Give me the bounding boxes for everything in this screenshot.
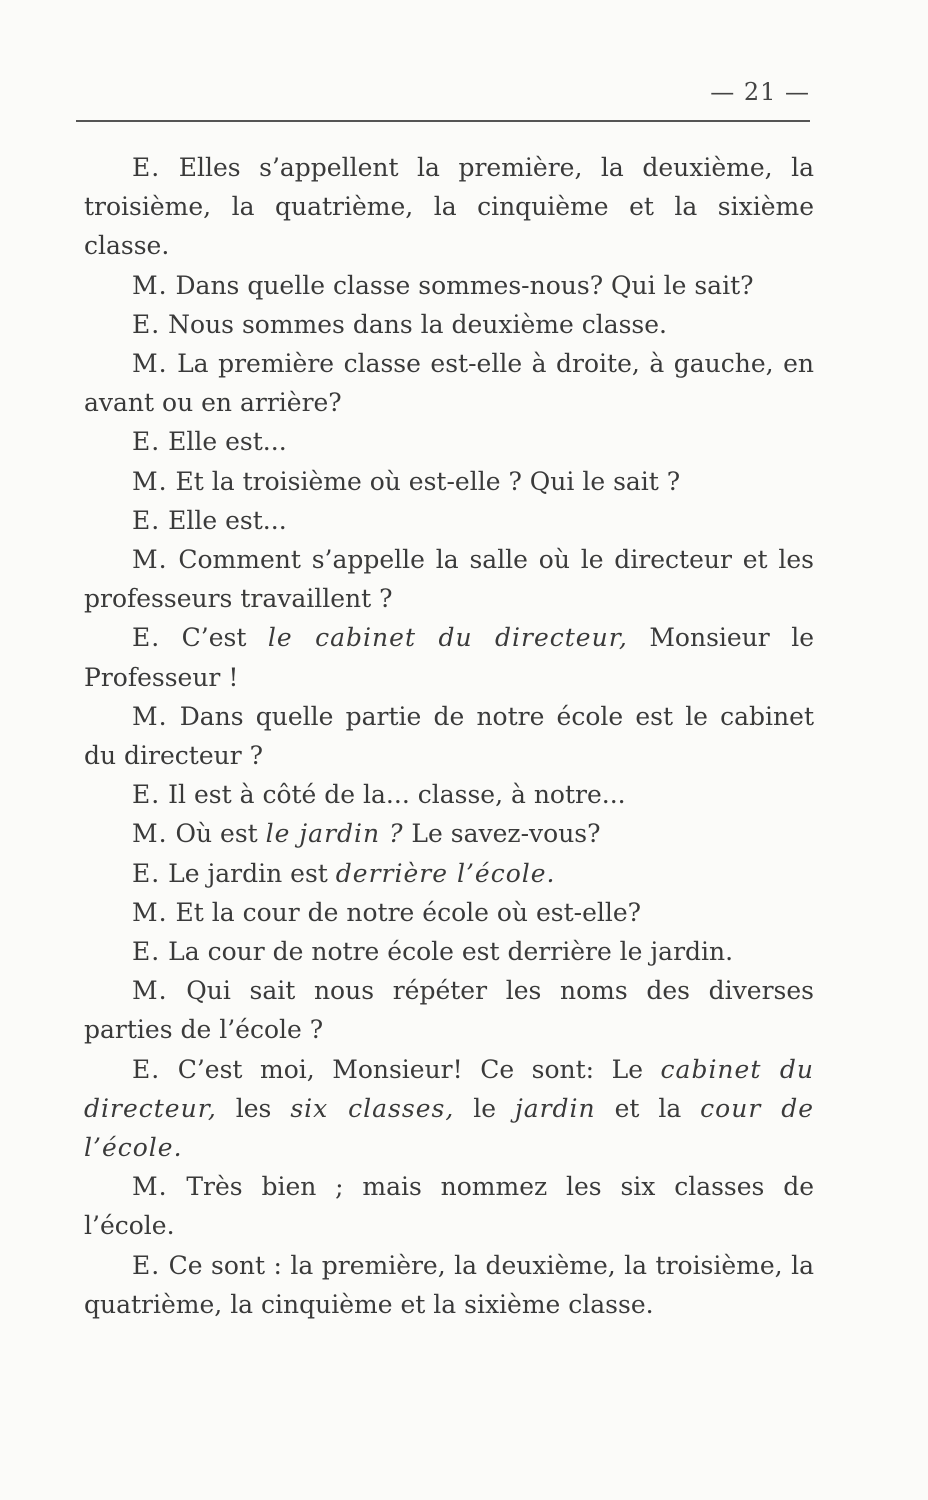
emphasis-text: le cabinet du directeur,: [267, 623, 628, 653]
speaker-label: M.: [132, 545, 168, 575]
speaker-label: E.: [132, 623, 161, 653]
line-text: Où est: [175, 819, 266, 849]
line-text: et la: [595, 1093, 701, 1123]
speaker-label: E.: [132, 427, 161, 457]
speaker-label: E.: [132, 309, 161, 339]
dialogue-line: [84, 1050, 814, 1168]
dialogue-line: [84, 540, 814, 618]
emphasis-text: cour de l’école.: [84, 1093, 814, 1163]
speaker-label: M.: [132, 897, 168, 927]
emphasis-text: le jardin ?: [265, 819, 404, 849]
dialogue-line: [84, 932, 814, 971]
speaker-label: E.: [132, 1054, 161, 1084]
line-text: C’est: [181, 623, 268, 653]
dialogue-line: [84, 1167, 814, 1245]
line-text: La cour de notre école est derrière le jardin.: [168, 937, 734, 967]
dialogue-line: [84, 344, 814, 422]
dialogue-line: [84, 462, 814, 501]
line-text: les: [216, 1093, 291, 1123]
line-text: Elle est...: [168, 427, 287, 457]
speaker-label: E.: [132, 858, 161, 888]
dialogue-line: [84, 618, 814, 696]
dialogue-text: [84, 148, 814, 1324]
emphasis-text: derrière l’école.: [335, 858, 556, 888]
line-text: Et la troisième où est-elle ? Qui le sait ?: [175, 466, 681, 496]
dialogue-line: [84, 148, 814, 266]
line-text: Elle est...: [168, 505, 287, 535]
dialogue-line: [84, 422, 814, 461]
line-text: Monsieur le Professeur !: [84, 623, 814, 692]
line-text: Elles s’appellent la première, la deuxième, la troisième, la quatrième, la cinquième et la sixième classe.: [84, 153, 815, 261]
dialogue-line: [84, 697, 814, 775]
line-text: Comment s’appelle la salle où le directeur et les professeurs travaillent ?: [84, 545, 815, 614]
line-text: Qui sait nous répéter les noms des diverses parties de l’école ?: [84, 976, 814, 1045]
speaker-label: M.: [132, 270, 168, 300]
speaker-label: M.: [132, 701, 168, 731]
dialogue-line: [84, 854, 814, 893]
dialogue-line: [84, 775, 814, 814]
dialogue-line: [84, 1246, 814, 1324]
line-text: Ce sont : la première, la deuxième, la troisième, la quatrième, la cinquième et la sixième classe.: [84, 1250, 814, 1319]
speaker-label: M.: [132, 976, 168, 1006]
line-text: Le savez-vous?: [403, 819, 601, 849]
emphasis-text: cabinet du directeur,: [84, 1054, 815, 1123]
dialogue-line: [84, 305, 814, 344]
page-number: — 21 —: [710, 78, 810, 106]
speaker-label: E.: [132, 505, 161, 535]
speaker-label: E.: [132, 153, 161, 182]
line-text: Et la cour de notre école où est-elle?: [175, 897, 642, 927]
speaker-label: E.: [132, 1250, 161, 1280]
dialogue-line: [84, 501, 814, 540]
speaker-label: M.: [132, 819, 168, 849]
dialogue-line: [84, 971, 814, 1049]
line-text: Dans quelle classe sommes-nous? Qui le sait?: [175, 270, 754, 300]
line-text: C’est moi, Monsieur! Ce sont: Le: [177, 1054, 661, 1084]
header-rule: [76, 120, 810, 122]
speaker-label: M.: [132, 349, 168, 379]
line-text: le: [454, 1093, 515, 1123]
line-text: Très bien ; mais nommez les six classes de l’école.: [84, 1172, 814, 1241]
line-text: Il est à côté de la... classe, à notre...: [168, 780, 626, 810]
dialogue-line: [84, 893, 814, 932]
speaker-label: M.: [132, 466, 168, 496]
speaker-label: E.: [132, 780, 161, 810]
line-text: Le jardin est: [168, 858, 336, 888]
dialogue-line: [84, 266, 814, 305]
line-text: La première classe est-elle à droite, à gauche, en avant ou en arrière?: [84, 349, 814, 418]
emphasis-text: jardin: [514, 1093, 596, 1123]
line-text: Nous sommes dans la deuxième classe.: [168, 309, 667, 339]
dialogue-line: [84, 814, 814, 853]
speaker-label: M.: [132, 1172, 168, 1202]
speaker-label: E.: [132, 937, 161, 967]
emphasis-text: six classes,: [290, 1093, 455, 1123]
line-text: Dans quelle partie de notre école est le cabinet du directeur ?: [84, 701, 814, 771]
